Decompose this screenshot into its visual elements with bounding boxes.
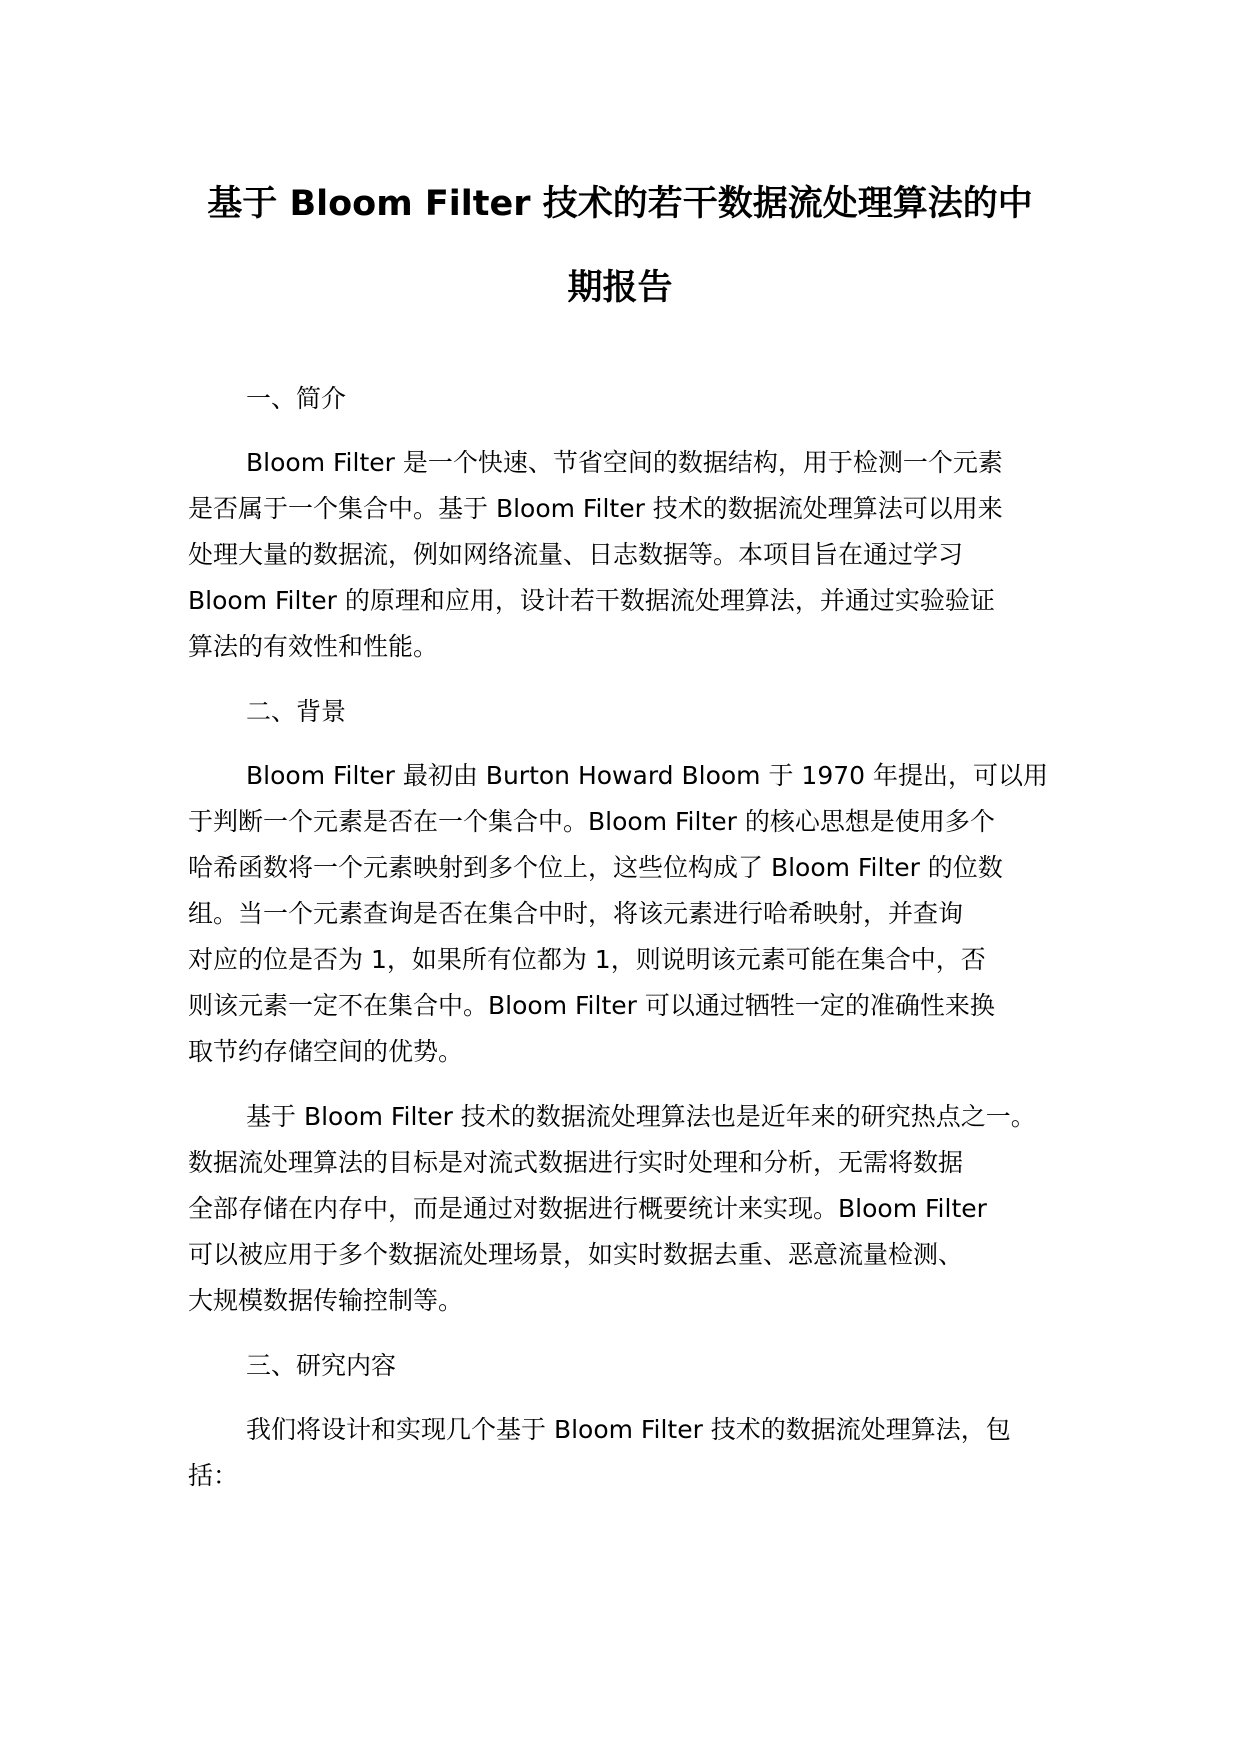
section-heading-research: 三、研究内容 [246, 1351, 397, 1380]
section-heading-background: 二、背景 [246, 697, 347, 726]
paragraph-line: 基于 Bloom Filter 技术的数据流处理算法也是近年来的研究热点之一。 [246, 1102, 1036, 1131]
section-heading-intro: 一、简介 [246, 384, 347, 413]
paragraph-line: 哈希函数将一个元素映射到多个位上，这些位构成了 Bloom Filter 的位数 [188, 853, 1003, 882]
paragraph-line: 算法的有效性和性能。 [188, 632, 439, 661]
paragraph-line: Bloom Filter 的原理和应用，设计若干数据流处理算法，并通过实验验证 [188, 586, 995, 615]
paragraph-line: 可以被应用于多个数据流处理场景，如实时数据去重、恶意流量检测、 [188, 1240, 964, 1269]
document-title-line-2: 期报告 [567, 268, 673, 308]
paragraph-line: 处理大量的数据流，例如网络流量、日志数据等。本项目旨在通过学习 [188, 540, 964, 569]
paragraph-line: 于判断一个元素是否在一个集合中。Bloom Filter 的核心思想是使用多个 [188, 807, 995, 836]
paragraph-line: Bloom Filter 最初由 Burton Howard Bloom 于 1970 年提出，可以用 [246, 761, 1048, 790]
paragraph-line: 是否属于一个集合中。基于 Bloom Filter 技术的数据流处理算法可以用来 [188, 494, 1003, 523]
paragraph-line: Bloom Filter 是一个快速、节省空间的数据结构，用于检测一个元素 [246, 448, 1003, 477]
paragraph-line: 全部存储在内存中，而是通过对数据进行概要统计来实现。Bloom Filter [188, 1194, 987, 1223]
paragraph-line: 对应的位是否为 1，如果所有位都为 1，则说明该元素可能在集合中，否 [188, 945, 986, 974]
document-title-line-1: 基于 Bloom Filter 技术的若干数据流处理算法的中 [207, 184, 1033, 224]
paragraph-line: 括： [188, 1461, 239, 1490]
paragraph-line: 大规模数据传输控制等。 [188, 1286, 464, 1315]
paragraph-line: 数据流处理算法的目标是对流式数据进行实时处理和分析，无需将数据 [188, 1148, 964, 1177]
paragraph-line: 则该元素一定不在集合中。Bloom Filter 可以通过牺牲一定的准确性来换 [188, 991, 995, 1020]
paragraph-line: 组。当一个元素查询是否在集合中时，将该元素进行哈希映射，并查询 [188, 899, 964, 928]
paragraph-line: 我们将设计和实现几个基于 Bloom Filter 技术的数据流处理算法，包 [246, 1415, 1011, 1444]
paragraph-line: 取节约存储空间的优势。 [188, 1037, 464, 1066]
